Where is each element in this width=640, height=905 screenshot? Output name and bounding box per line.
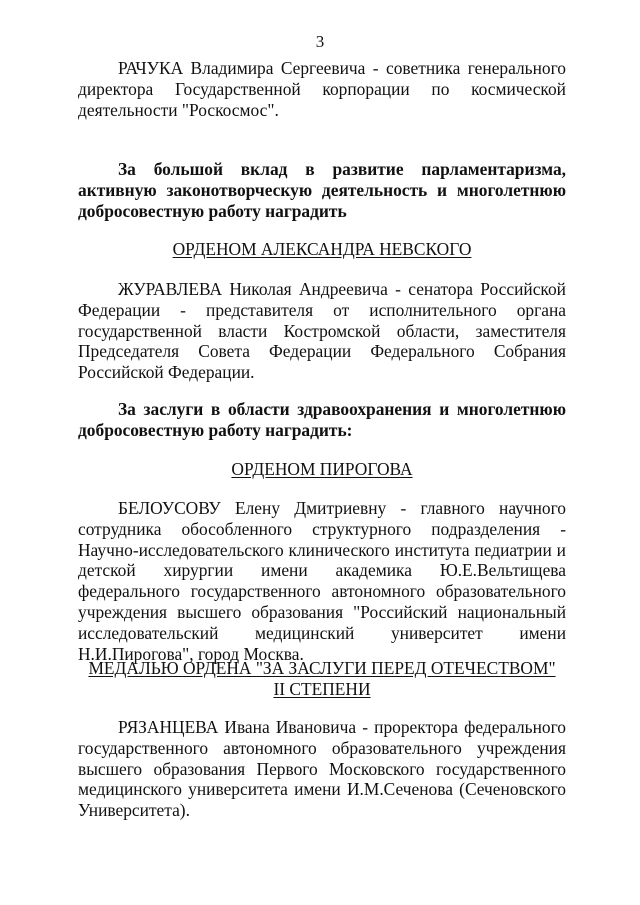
recipient-paragraph-belousova: БЕЛОУСОВУ Елену Дмитриевну - главного научного сотрудника обособленного структурного подразделения - Научно-исследовательского клинического института педиатрии и детской хирургии имени академика Ю.Е.Вельтищева федерального государственного автономного образовательного учреждения высшего образования "Российский национальный исследовательский медицинский университет имени Н.И.Пирогова", город Москва. — [78, 498, 566, 664]
order-heading-medal-merit — [78, 658, 566, 700]
order-heading-alexander-nevsky: ОРДЕНОМ АЛЕКСАНДРА НЕВСКОГО — [172, 239, 472, 259]
recipient-paragraph-ryazantsev: РЯЗАНЦЕВА Ивана Ивановича - проректора федерального государственного автономного образовательного учреждения высшего образования Первого Московского государственного медицинского университета имени И.М.Сеченова (Сеченовского Университета). — [78, 717, 566, 821]
award-reason-healthcare: За заслуги в области здравоохранения и многолетнюю добросовестную работу наградить: — [78, 399, 566, 440]
recipient-paragraph-zhuravlev: ЖУРАВЛЕВА Николая Андреевича - сенатора Российской Федерации - представителя от исполнительного органа государственной власти Костромской области, заместителя Председателя Совета Федерации Федерального Собрания Российской Федерации. — [78, 279, 566, 383]
award-reason-parliamentarism: За большой вклад в развитие парламентаризма, активную законотворческую деятельность и многолетнюю добросовестную работу наградить — [78, 159, 566, 221]
order-heading-medal-line1: МЕДАЛЬЮ ОРДЕНА "ЗА ЗАСЛУГИ ПЕРЕД ОТЕЧЕСТВОМ" — [88, 658, 556, 678]
order-heading-pirogov: ОРДЕНОМ ПИРОГОВА — [231, 459, 413, 479]
recipient-paragraph-rachuk: РАЧУКА Владимира Сергеевича - советника генерального директора Государственной корпорации по космической деятельности "Роскосмос". — [78, 58, 566, 120]
order-heading-medal-line2: II СТЕПЕНИ — [273, 678, 371, 699]
page-number: 3 — [315, 32, 325, 51]
